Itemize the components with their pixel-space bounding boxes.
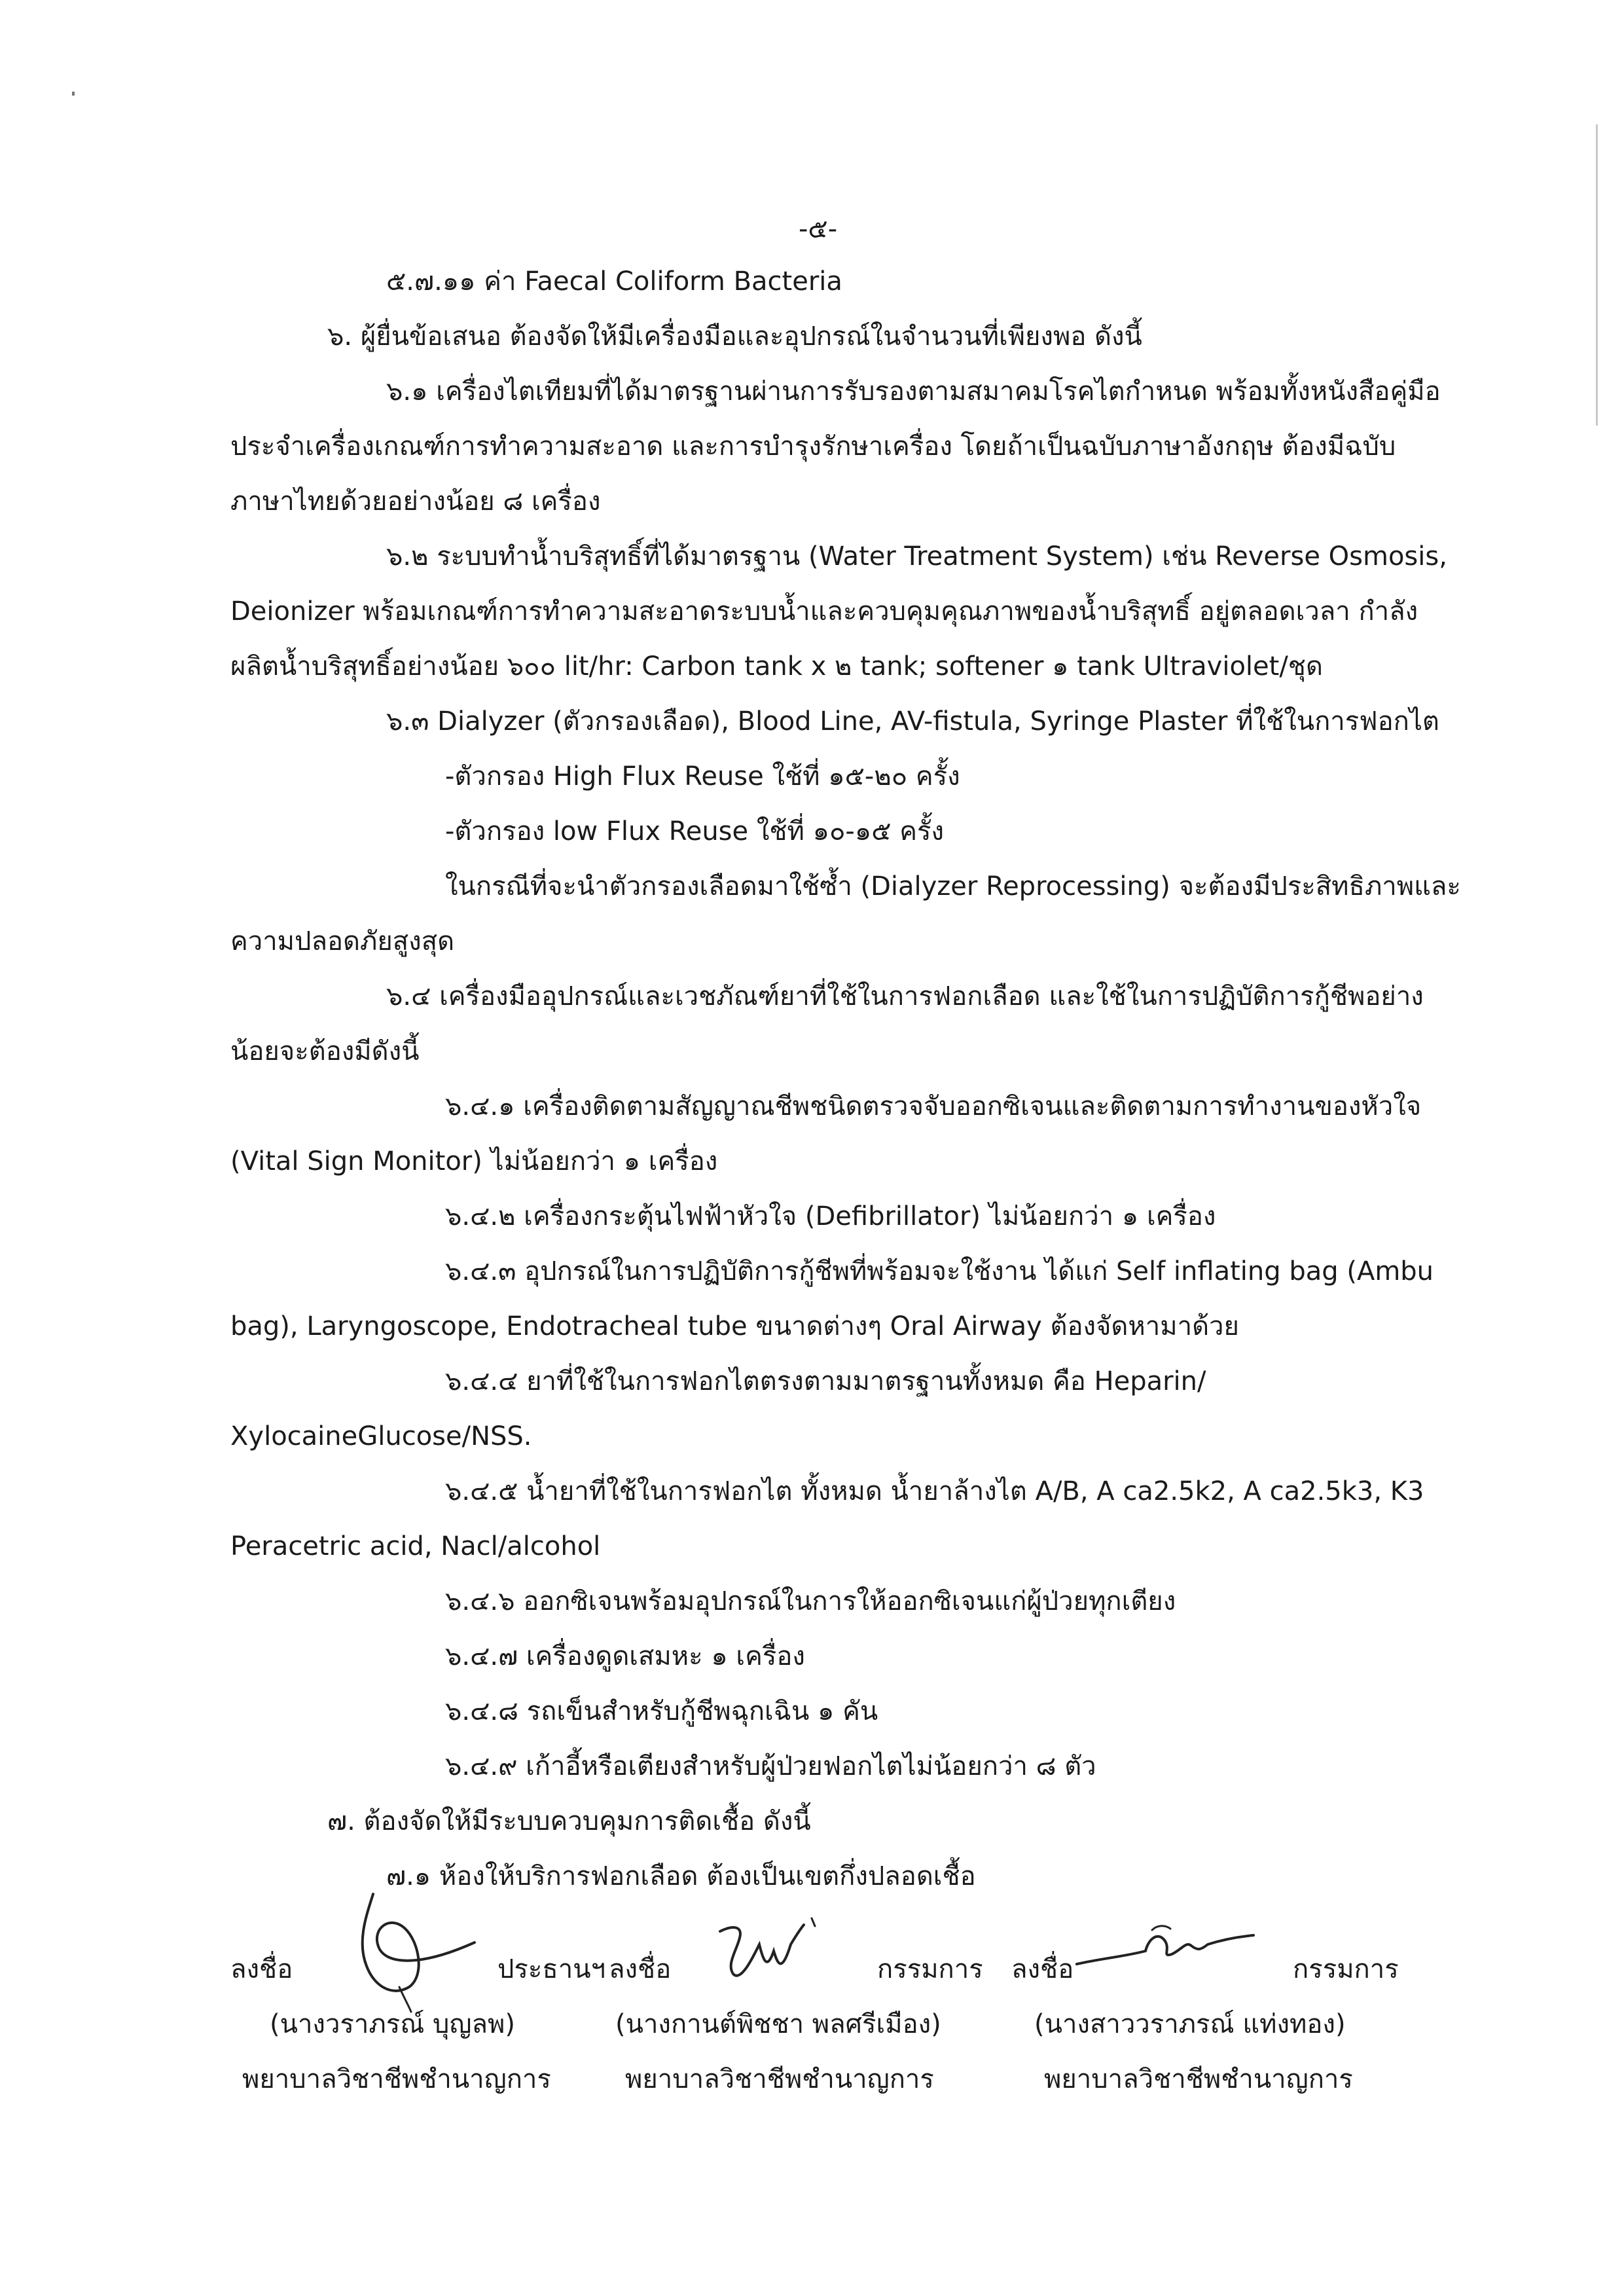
signer-name-3: (นางสาววราภรณ์ แท่งทอง) (1034, 2009, 1346, 2039)
line-6-1: ๖.๑ เครื่องไตเทียมที่ได้มาตรฐานผ่านการรับรองตามสมาคมโรคไตกำหนด พร้อมทั้งหนังสือคู่มือ (386, 376, 1441, 407)
page-number: -๕- (799, 214, 838, 244)
signer-position-2: พยาบาลวิชาชีพชำนาญการ (625, 2064, 934, 2094)
sign-label-1: ลงชื่อ (230, 1954, 293, 1984)
line-6-4-3: ๖.๔.๓ อุปกรณ์ในการปฏิบัติการกู้ชีพที่พร้อมจะใช้งาน ได้แก่ Self inflating bag (Ambu (445, 1256, 1434, 1286)
line-6-3-reprocessing-cont: ความปลอดภัยสูงสุด (230, 926, 455, 957)
sign-label-2: ลงชื่อ (609, 1954, 672, 1984)
line-6-4: ๖.๔ เครื่องมืออุปกรณ์และเวชภัณฑ์ยาที่ใช้ในการฟอกเลือด และใช้ในการปฏิบัติการกู้ชีพอย่าง (386, 981, 1424, 1011)
line-6-4-2: ๖.๔.๒ เครื่องกระตุ้นไฟฟ้าหัวใจ (Defibrillator) ไม่น้อยกว่า ๑ เครื่อง (445, 1201, 1216, 1231)
line-6-4-8: ๖.๔.๘ รถเข็นสำหรับกู้ชีพฉุกเฉิน ๑ คัน (445, 1696, 878, 1726)
line-6-2-cont-2: ผลิตน้ำบริสุทธิ์อย่างน้อย ๖๐๐ lit/hr: Carbon tank x ๒ tank; softener ๑ tank Ultraviolet/ชุด (230, 651, 1323, 682)
line-7-heading: ๗. ต้องจัดให้มีระบบควบคุมการติดเชื้อ ดังนี้ (327, 1806, 811, 1836)
handwritten-signature-3 (1074, 1918, 1257, 1977)
line-6-4-4: ๖.๔.๔ ยาที่ใช้ในการฟอกไตตรงตามมาตรฐานทั้งหมด คือ Heparin/ (445, 1366, 1206, 1396)
line-6-3-low-flux: -ตัวกรอง low Flux Reuse ใช้ที่ ๑๐-๑๕ ครั้ง (445, 816, 944, 847)
line-6-4-3-cont: bag), Laryngoscope, Endotracheal tube ขนาดต่างๆ Oral Airway ต้องจัดหามาด้วย (230, 1311, 1239, 1341)
line-6-4-6: ๖.๔.๖ ออกซิเจนพร้อมอุปกรณ์ในการให้ออกซิเจนแก่ผู้ป่วยทุกเตียง (445, 1586, 1176, 1616)
line-6-4-1-cont: (Vital Sign Monitor) ไม่น้อยกว่า ๑ เครื่อง (230, 1146, 718, 1176)
line-5-7-11: ๕.๗.๑๑ ค่า Faecal Coliform Bacteria (386, 266, 842, 297)
line-6-4-cont: น้อยจะต้องมีดังนี้ (230, 1036, 420, 1066)
handwritten-signature-2 (713, 1912, 825, 1990)
line-6-4-5-cont: Peracetric acid, Nacl/alcohol (230, 1531, 601, 1561)
handwritten-signature-1 (327, 1889, 478, 2013)
signer-role-3: กรรมการ (1293, 1954, 1399, 1984)
line-6-3-high-flux: -ตัวกรอง High Flux Reuse ใช้ที่ ๑๕-๒๐ ครั้ง (445, 761, 960, 792)
line-6-4-9: ๖.๔.๙ เก้าอี้หรือเตียงสำหรับผู้ป่วยฟอกไตไม่น้อยกว่า ๘ ตัว (445, 1751, 1096, 1781)
line-7-1: ๗.๑ ห้องให้บริการฟอกเลือด ต้องเป็นเขตกึ่งปลอดเชื้อ (386, 1861, 976, 1891)
line-6-1-cont-2: ภาษาไทยด้วยอย่างน้อย ๘ เครื่อง (230, 486, 601, 517)
line-6-heading: ๖. ผู้ยื่นข้อเสนอ ต้องจัดให้มีเครื่องมือและอุปกรณ์ในจำนวนที่เพียงพอ ดังนี้ (327, 321, 1142, 352)
signer-position-3: พยาบาลวิชาชีพชำนาญการ (1044, 2064, 1353, 2094)
signer-position-1: พยาบาลวิชาชีพชำนาญการ (242, 2064, 551, 2094)
sign-label-3: ลงชื่อ (1011, 1954, 1074, 1984)
line-6-4-1: ๖.๔.๑ เครื่องติดตามสัญญาณชีพชนิดตรวจจับออกซิเจนและติดตามการทำงานของหัวใจ (445, 1091, 1422, 1121)
line-6-4-4-cont: XylocaineGlucose/NSS. (230, 1421, 532, 1451)
signer-name-1: (นางวราภรณ์ บุญลพ) (270, 2009, 515, 2039)
line-6-3-reprocessing: ในกรณีที่จะนำตัวกรองเลือดมาใช้ซ้ำ (Dialyzer Reprocessing) จะต้องมีประสิทธิภาพและ (445, 871, 1461, 902)
line-6-2-cont-1: Deionizer พร้อมเกณฑ์การทำความสะอาดระบบน้ำและควบคุมคุณภาพของน้ำบริสุทธิ์ อยู่ตลอดเวลา กำลัง (230, 596, 1418, 627)
signer-role-1: ประธานฯ (497, 1954, 606, 1984)
line-6-4-7: ๖.๔.๗ เครื่องดูดเสมหะ ๑ เครื่อง (445, 1641, 805, 1671)
signer-role-2: กรรมการ (877, 1954, 983, 1984)
line-6-3: ๖.๓ Dialyzer (ตัวกรองเลือด), Blood Line, AV-fistula, Syringe Plaster ที่ใช้ในการฟอกไต (386, 706, 1439, 737)
line-6-2: ๖.๒ ระบบทำน้ำบริสุทธิ์ที่ได้มาตรฐาน (Water Treatment System) เช่น Reverse Osmosis, (386, 541, 1447, 572)
scan-speck (72, 92, 75, 96)
signer-name-2: (นางกานต์พิชชา พลศรีเมือง) (615, 2009, 941, 2039)
line-6-4-5: ๖.๔.๕ น้ำยาที่ใช้ในการฟอกไต ทั้งหมด น้ำยาล้างไต A/B, A ca2.5k2, A ca2.5k3, K3 (445, 1476, 1424, 1506)
line-6-1-cont-1: ประจำเครื่องเกณฑ์การทำความสะอาด และการบำรุงรักษาเครื่อง โดยถ้าเป็นฉบับภาษาอังกฤษ ต้องมีฉบับ (230, 431, 1396, 462)
scan-edge-line (1596, 124, 1598, 426)
